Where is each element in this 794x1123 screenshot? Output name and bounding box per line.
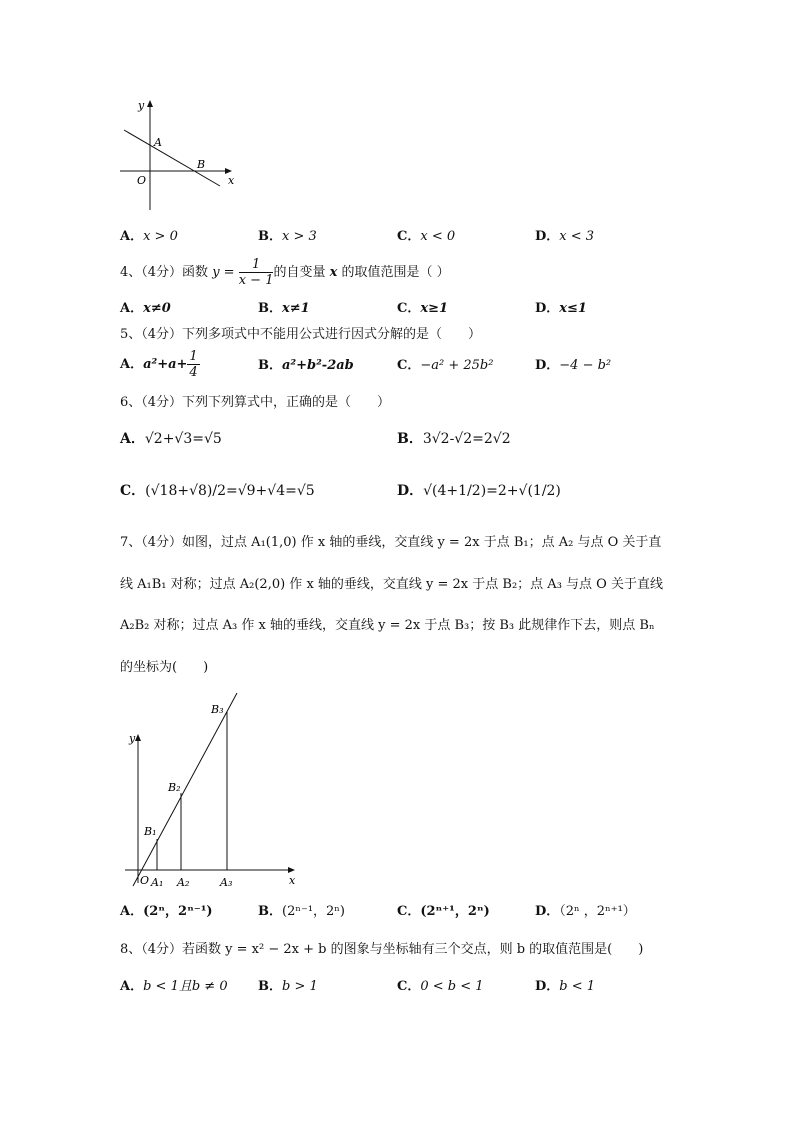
option-text: (√18+√8)/2=√9+√4=√5 xyxy=(145,483,315,499)
q6-option-a[interactable] xyxy=(120,431,222,447)
option-text: −a² + 25b² xyxy=(420,358,494,373)
x-axis-arrow xyxy=(288,867,295,873)
q4-head: 4、（4分）函数 xyxy=(120,265,209,280)
q4-option-a[interactable] xyxy=(120,301,171,317)
denominator: x − 1 xyxy=(238,273,274,288)
q3-option-d[interactable] xyxy=(535,229,594,245)
label-a2: A₂ xyxy=(177,876,190,889)
option-text: x < 3 xyxy=(559,229,595,244)
label-x: x xyxy=(228,174,235,187)
option-letter: A． xyxy=(120,979,144,994)
option-text: x > 0 xyxy=(143,229,178,244)
option-text: 3√2-√2=2√2 xyxy=(422,431,511,447)
option-letter: B． xyxy=(258,979,282,994)
option-letter: B． xyxy=(258,301,282,316)
option-letter: B． xyxy=(258,358,282,373)
option-fraction xyxy=(187,349,199,380)
option-text: b > 1 xyxy=(282,979,318,994)
option-text: x < 0 xyxy=(420,229,456,244)
option-text: 0 < b < 1 xyxy=(420,979,484,994)
label-b: B xyxy=(197,158,206,171)
option-letter: D． xyxy=(535,358,560,373)
q7-line-2: 线 A₁B₁ 对称；过点 A₂(2,0) 作 x 轴的垂线，交直线 y = 2x 于点 B₂；点 A₃ 与点 O 关于直线 xyxy=(120,577,663,592)
option-text: √(4+1/2)=2+√(1/2) xyxy=(423,483,561,499)
option-letter: C． xyxy=(397,358,421,373)
line-y-2x xyxy=(133,693,237,886)
q8-option-d[interactable] xyxy=(535,979,595,995)
q6-stem: 6、（4分）下列下列算式中，正确的是（ ） xyxy=(120,395,391,410)
option-letter: B． xyxy=(258,229,282,244)
option-letter: D． xyxy=(535,979,560,994)
q4-tail: 的自变量 xyxy=(273,265,326,280)
label-o: O xyxy=(140,874,150,887)
option-text: a²+b²-2ab xyxy=(282,358,354,373)
option-text: (2ⁿ⁻¹，2ⁿ) xyxy=(282,904,346,919)
option-letter: A． xyxy=(120,357,144,372)
q4-option-b[interactable] xyxy=(258,301,310,317)
option-text: −4 − b² xyxy=(559,358,612,373)
option-text: x≤1 xyxy=(559,301,587,316)
label-a1: A₁ xyxy=(151,876,164,889)
q7-line-3: A₂B₂ 对称；过点 A₃ 作 x 轴的垂线，交直线 y = 2x 于点 B₃；按 B₃ 此规律作下去，则点 Bₙ xyxy=(120,618,655,633)
q7-line-4: 的坐标为( ) xyxy=(120,660,209,675)
option-letter: B． xyxy=(397,431,423,447)
q4-option-c[interactable] xyxy=(397,301,448,317)
option-text: a²+a+ xyxy=(143,357,188,372)
q3-option-c[interactable] xyxy=(397,229,455,245)
option-text: （2ⁿ ，2ⁿ⁺¹） xyxy=(559,904,636,919)
label-y: y xyxy=(138,99,145,112)
figure-perpendiculars xyxy=(115,688,305,893)
q4-function: y = xyxy=(212,265,235,280)
numerator: 1 xyxy=(189,349,198,364)
option-letter: A． xyxy=(120,301,144,316)
q6-option-d[interactable] xyxy=(397,483,561,499)
q7-option-d[interactable] xyxy=(535,904,636,920)
q8-option-c[interactable] xyxy=(397,979,484,995)
label-b1: B₁ xyxy=(144,825,157,838)
option-letter: C． xyxy=(397,904,421,919)
option-letter: D． xyxy=(397,483,424,499)
q5-stem: 5、（4分）下列多项式中不能用公式进行因式分解的是（ ） xyxy=(120,327,482,342)
q3-option-a[interactable] xyxy=(120,229,178,245)
option-letter: A． xyxy=(120,229,144,244)
option-text: b < 1 xyxy=(559,979,596,994)
q4-variable: x xyxy=(329,265,338,280)
label-o: O xyxy=(137,174,147,187)
option-letter: C． xyxy=(397,979,421,994)
q7-option-b[interactable] xyxy=(258,904,345,920)
q5-option-b[interactable] xyxy=(258,358,354,374)
q4-fraction xyxy=(239,257,274,288)
label-b2: B₂ xyxy=(168,781,181,794)
q7-line-1: 7、（4分）如图，过点 A₁(1,0) 作 x 轴的垂线，交直线 y = 2x 于点 B₁；点 A₂ 与点 O 关于直 xyxy=(120,535,662,550)
label-x: x xyxy=(289,874,296,887)
label-a3: A₃ xyxy=(220,876,233,889)
option-letter: C． xyxy=(397,229,421,244)
option-letter: D． xyxy=(535,904,560,919)
q5-option-d[interactable] xyxy=(535,358,611,374)
y-axis-arrow xyxy=(135,734,141,741)
option-letter: C． xyxy=(120,483,146,499)
option-letter: A． xyxy=(120,431,145,447)
q8-option-a[interactable] xyxy=(120,979,228,995)
q4-stem xyxy=(120,256,450,290)
option-text: x≠0 xyxy=(143,301,171,316)
option-text: √2+√3=√5 xyxy=(144,431,222,447)
option-letter: D． xyxy=(535,301,560,316)
q8-stem: 8、（4分）若函数 y = x² − 2x + b 的图象与坐标轴有三个交点，则 b 的取值范围是( ) xyxy=(120,942,644,957)
q6-option-c[interactable] xyxy=(120,483,315,499)
option-letter: A． xyxy=(120,904,144,919)
figure-line-ab xyxy=(110,95,250,215)
denominator: 4 xyxy=(189,365,198,380)
label-b3: B₃ xyxy=(211,703,224,716)
q8-option-b[interactable] xyxy=(258,979,318,995)
option-text: b < 1且b ≠ 0 xyxy=(143,979,228,994)
option-text: x≥1 xyxy=(420,301,449,316)
option-letter: D． xyxy=(535,229,560,244)
q7-option-a[interactable] xyxy=(120,904,213,920)
option-text: (2ⁿ，2ⁿ⁻¹) xyxy=(143,904,213,919)
q3-option-b[interactable] xyxy=(258,229,317,245)
label-a: A xyxy=(154,136,162,149)
y-axis-arrow xyxy=(147,100,153,107)
option-text: (2ⁿ⁺¹，2ⁿ) xyxy=(420,904,490,919)
q5-option-a[interactable] xyxy=(120,348,200,382)
q4-tail2: 的取值范围是（ ） xyxy=(341,265,450,280)
q5-option-c[interactable] xyxy=(397,358,493,374)
numerator: 1 xyxy=(239,257,274,273)
option-text: x≠1 xyxy=(282,301,310,316)
option-text: x > 3 xyxy=(282,229,317,244)
option-letter: B． xyxy=(258,904,282,919)
label-y: y xyxy=(129,732,136,745)
q7-option-c[interactable] xyxy=(397,904,490,920)
option-letter: C． xyxy=(397,301,421,316)
q6-option-b[interactable] xyxy=(397,431,511,447)
q4-option-d[interactable] xyxy=(535,301,587,317)
